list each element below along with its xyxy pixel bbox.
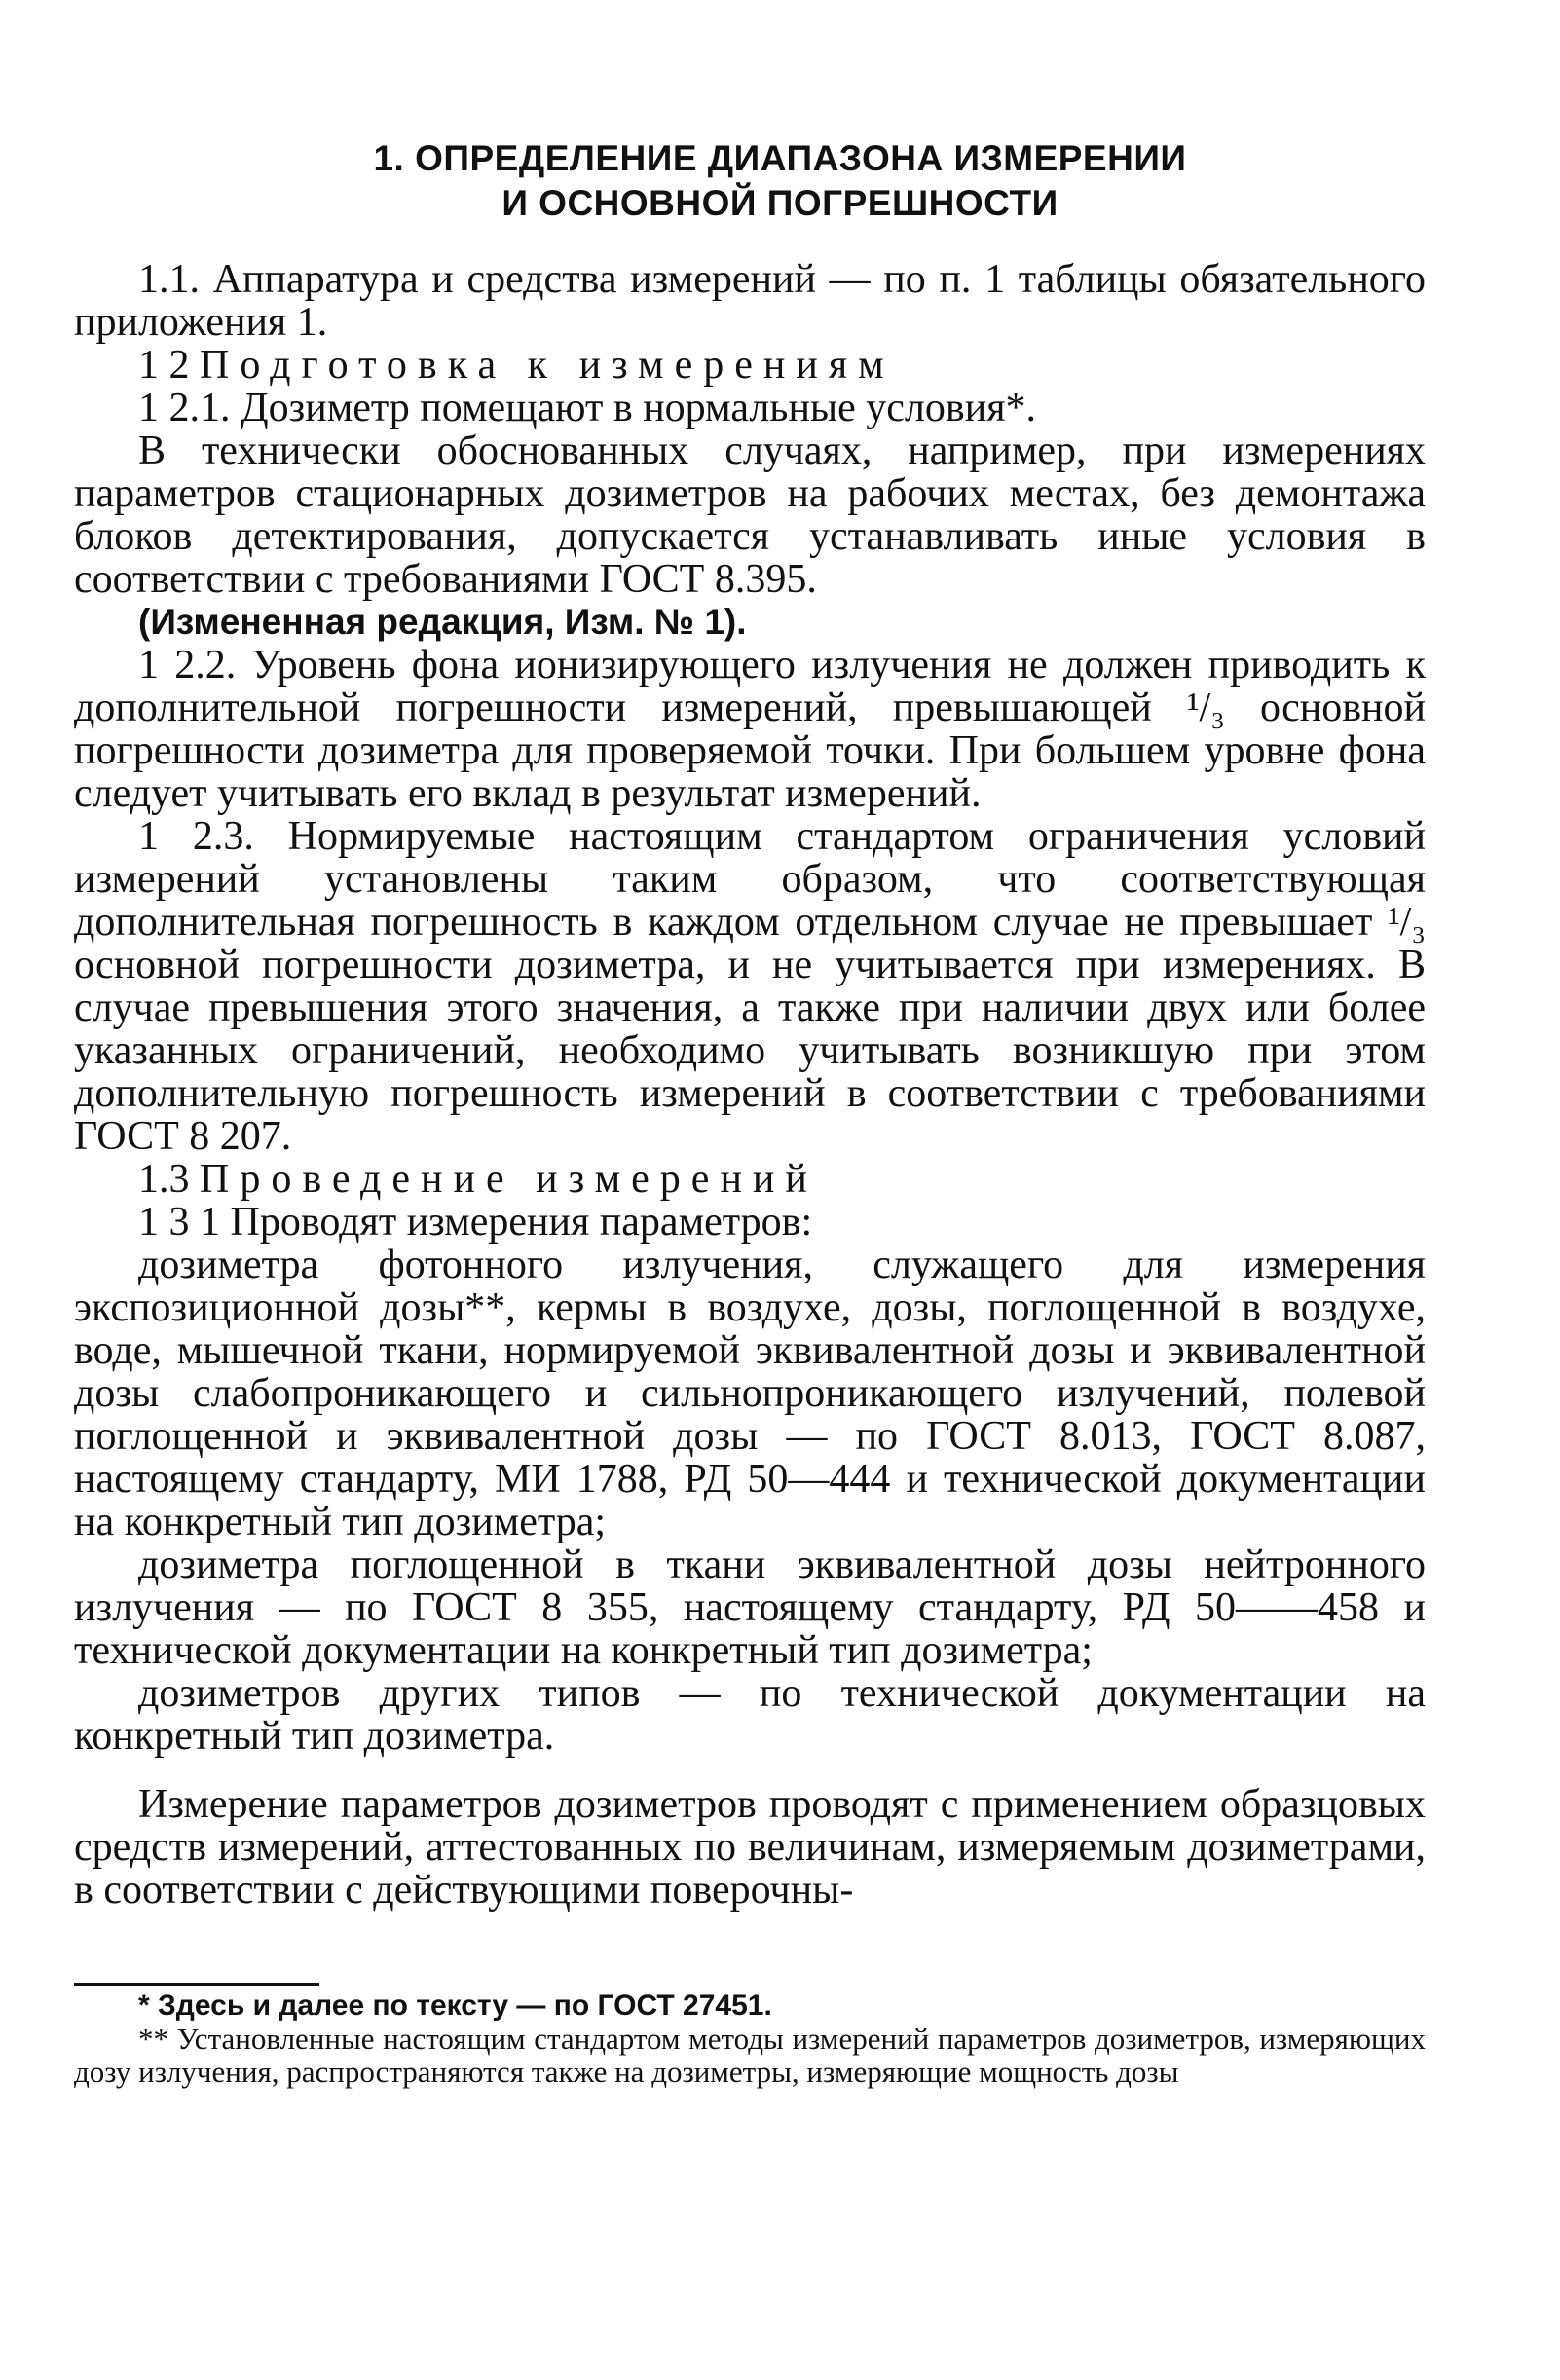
section-heading xyxy=(0,136,1560,226)
paragraph-1-3-1: 1 3 1 Проводят измерения параметров: xyxy=(138,1200,813,1245)
paragraph-1-1: 1.1. Аппаратура и средства измерений — по п. 1 таблицы обязательного приложения 1. xyxy=(74,257,1426,345)
paragraph-1-2-3: 1 2.3. Нормируемые настоящим стандартом ограничения условий измерений установлены таким образом, что соответствующая дополнительная погрешность в каждом отдельном случае не превышает ¹/₃ основной погрешности дозиметра, и не учитывается при измерениях. В случае превышения этого значения, а также при наличии двух или более указанных ограничений, необходимо учитывать возникшую при этом дополнительную погрешность измерений в соответствии с требованиями ГОСТ 8 207. xyxy=(74,814,1426,1159)
paragraph-special-conditions: В технически обоснованных случаях, например, при измерениях параметров стационарных дозиметров на рабочих местах, без демонтажа блоков детектирования, допускается устанавливать иные условия в соответствии с требованиями ГОСТ 8.395. xyxy=(74,428,1426,602)
footnote-2: ** Установленные настоящим стандартом методы измерений параметров дозиметров, измеряющих дозу излучения, распространяются также на дозиметры, измеряющие мощность дозы xyxy=(74,2022,1426,2089)
paragraph-1-2-2: 1 2.2. Уровень фона ионизирующего излучения не должен приводить к дополнительной погрешности измерений, превышающей ¹/₃ основной погрешности дозиметра для проверяемой точки. При большем уровне фона следует учитывать его вклад в результат измерений. xyxy=(74,643,1426,816)
subsection-number: 1 2 xyxy=(138,343,200,388)
body-text xyxy=(74,258,1426,1912)
subsection-heading-1-3 xyxy=(74,1158,1426,1201)
subsection-title: Проведение измерений xyxy=(200,1157,818,1202)
footnote-divider xyxy=(74,1983,319,1986)
subsection-title: Подготовка к измерениям xyxy=(200,343,895,388)
amendment-note: (Измененная редакция, Изм. № 1). xyxy=(138,602,747,642)
paragraph-1-2-1: 1 2.1. Дозиметр помещают в нормальные условия*. xyxy=(138,386,1037,430)
list-item-other-dosimeters: дозиметров других типов — по технической документации на конкретный тип дозиметра. xyxy=(74,1671,1426,1759)
section-heading-line-1: 1. ОПРЕДЕЛЕНИЕ ДИАПАЗОНА ИЗМЕРЕНИИ xyxy=(373,138,1187,178)
subsection-heading-1-2 xyxy=(74,344,1426,387)
footnotes xyxy=(74,1990,1426,2089)
paragraph-reference-instruments: Измерение параметров дозиметров проводят с применением образцовых средств измерений, аттестованных по величинам, измеряемым дозиметрами, в соответствии с действующими поверочны- xyxy=(74,1782,1426,1913)
footnote-1: * Здесь и далее по тексту — по ГОСТ 27451. xyxy=(138,1990,772,2022)
section-heading-line-2: И ОСНОВНОЙ ПОГРЕШНОСТИ xyxy=(501,183,1059,223)
subsection-number: 1.3 xyxy=(138,1157,200,1202)
list-item-neutron-dosimeter: дозиметра поглощенной в ткани эквивалентной дозы нейтронного излучения — по ГОСТ 8 355, настоящему стандарту, РД 50——458 и технической документации на конкретный тип дозиметра; xyxy=(74,1543,1426,1673)
list-item-photon-dosimeter: дозиметра фотонного излучения, служащего для измерения экспозиционной дозы**, кермы в воздухе, дозы, поглощенной в воздухе, воде, мышечной ткани, нормируемой эквивалентной дозы и эквивалентной дозы слабопроникающего и сильнопроникающего излучений, полевой поглощенной и эквивалентной дозы — по ГОСТ 8.013, ГОСТ 8.087, настоящему стандарту, МИ 1788, РД 50—444 и технической документации на конкретный тип дозиметра; xyxy=(74,1243,1426,1544)
